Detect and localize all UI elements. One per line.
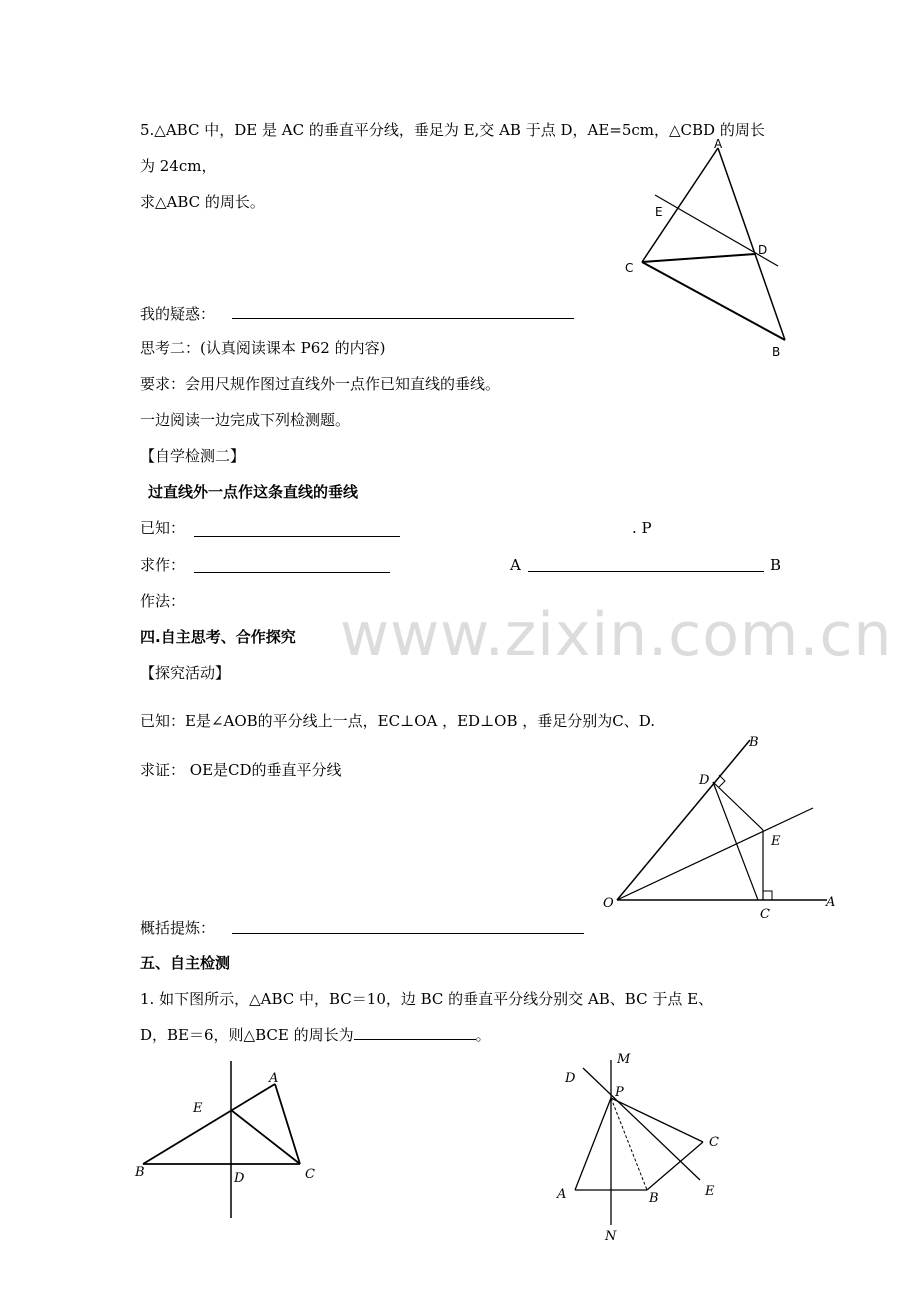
section5-title: 五、自主检测 bbox=[140, 954, 231, 972]
q5-line1: 5.△ABC 中，DE 是 AC 的垂直平分线，垂足为 E,交 AB 于点 D，AE=5cm，△CBD 的周长 bbox=[140, 121, 765, 139]
perpendicular-construction-figure bbox=[555, 1050, 745, 1245]
fig3-label-b: B bbox=[135, 1165, 145, 1180]
construct-title: 过直线外一点作这条直线的垂线 bbox=[148, 483, 359, 501]
known-label: 已知： bbox=[140, 519, 186, 537]
fig4-label-n: N bbox=[605, 1229, 617, 1244]
given-statement: 已知：E是∠AOB的平分线上一点，EC⊥OA ，ED⊥OB ，垂足分别为C、D. bbox=[140, 712, 656, 730]
summary-answer-line bbox=[232, 933, 584, 934]
think2: 思考二：(认真阅读课本 P62 的内容) bbox=[140, 339, 386, 357]
fig3-label-a: A bbox=[269, 1071, 279, 1086]
q1-line2-end: 。 bbox=[475, 1026, 491, 1044]
doubt-label: 我的疑惑： bbox=[140, 305, 216, 323]
fig3-label-e: E bbox=[193, 1101, 203, 1116]
fig2-label-c: C bbox=[760, 907, 770, 922]
fig1-label-e: E bbox=[655, 205, 663, 219]
fig4-label-a: A bbox=[557, 1187, 567, 1202]
fig2-label-e: E bbox=[771, 834, 781, 849]
fig2-label-b: B bbox=[749, 735, 759, 750]
q5-line3: 求△ABC 的周长。 bbox=[140, 193, 265, 211]
fig2-label-a: A bbox=[826, 895, 836, 910]
watermark: www.zixin.com.cn bbox=[340, 600, 893, 670]
explore-heading: 【探究活动】 bbox=[140, 664, 231, 682]
q1-line2-text: D，BE＝6，则△BCE 的周长为 bbox=[140, 1026, 354, 1044]
read-and-do: 一边阅读一边完成下列检测题。 bbox=[140, 411, 351, 429]
fig3-label-d: D bbox=[234, 1171, 245, 1186]
line-label-a: A bbox=[510, 556, 521, 574]
angle-bisector-figure bbox=[595, 730, 845, 930]
prove-statement: 求证： OE是CD的垂直平分线 bbox=[140, 761, 342, 779]
known-answer-line bbox=[194, 536, 400, 537]
summary-label: 概括提炼： bbox=[140, 919, 216, 937]
fig3-label-c: C bbox=[305, 1167, 315, 1182]
line-label-b: B bbox=[770, 556, 782, 574]
q5-line2: 为 24cm， bbox=[140, 157, 217, 175]
requirement: 要求：会用尺规作图过直线外一点作已知直线的垂线。 bbox=[140, 375, 501, 393]
fig2-label-d: D bbox=[699, 773, 710, 788]
line-ab bbox=[528, 571, 764, 572]
fig4-label-d: D bbox=[565, 1071, 576, 1086]
fig1-label-d: D bbox=[758, 243, 768, 257]
perpendicular-bisector-figure bbox=[135, 1058, 335, 1223]
fig4-label-m: M bbox=[617, 1052, 631, 1067]
fig1-label-c: C bbox=[625, 261, 634, 275]
seek-label: 求作： bbox=[140, 556, 186, 574]
fig2-label-o: O bbox=[603, 896, 614, 911]
q1-line1: 1. 如下图所示，△ABC 中，BC＝10，边 BC 的垂直平分线分别交 AB、BC 于点 E、 bbox=[140, 990, 714, 1008]
fig4-label-b: B bbox=[649, 1191, 659, 1206]
q1-line2 bbox=[140, 1025, 491, 1045]
method-label: 作法： bbox=[140, 592, 186, 610]
self-test2: 【自学检测二】 bbox=[140, 447, 246, 465]
triangle-abc-figure bbox=[600, 130, 820, 370]
fig4-label-p: P bbox=[615, 1085, 624, 1100]
section4-title: 四.自主思考、合作探究 bbox=[140, 628, 296, 646]
seek-answer-line bbox=[194, 572, 390, 573]
fig1-label-b: B bbox=[772, 345, 781, 359]
q1-answer-blank bbox=[354, 1025, 476, 1040]
point-p: . P bbox=[632, 519, 652, 537]
fig1-label-a: A bbox=[714, 137, 723, 151]
doubt-answer-line bbox=[232, 318, 574, 319]
fig4-label-c: C bbox=[709, 1135, 719, 1150]
fig4-label-e: E bbox=[705, 1184, 715, 1199]
